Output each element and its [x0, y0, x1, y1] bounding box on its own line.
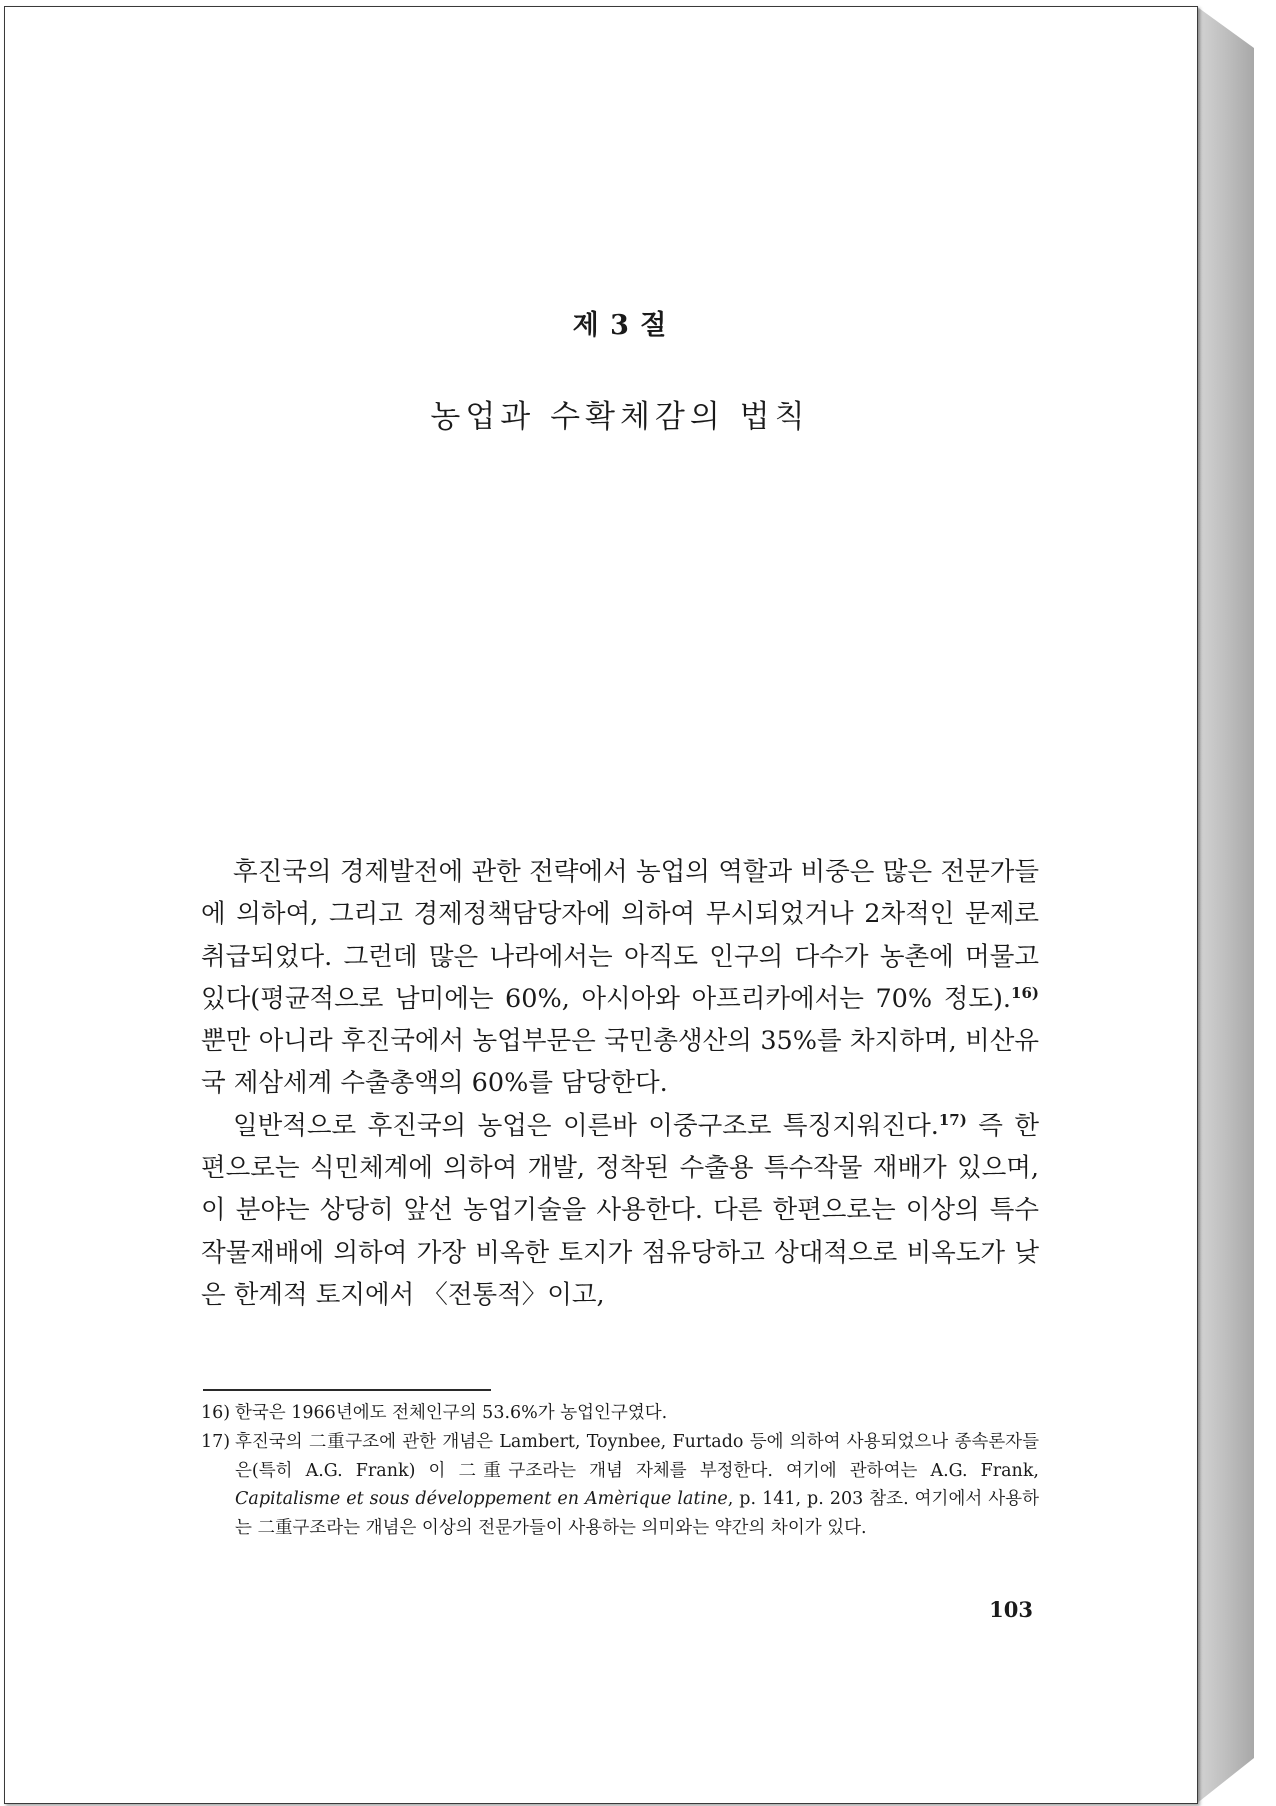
footnote-text: 후진국의 二重구조에 관한 개념은 Lambert, Toynbee, Furtado 등에 의하여 사용되었으나 종속론자들은(특히 A.G. Frank) 이 二重구조라는 개념 자체를 부정한다. 여기에 관하여는 A.G. Frank,: [235, 1431, 1039, 1481]
paragraph-text: 후진국의 경제발전에 관한 전략에서 농업의 역할과 비중은 많은 전문가들에 의하여, 그리고 경제정책담당자에 의하여 무시되었거나 2차적인 문제로 취급되었다. 그런데 많은 나라에서는 아직도 인구의 다수가 농촌에 머물고 있다(평균적으로 남미에는 60%, 아시아와 아프리카에서는 70% 정도).: [201, 857, 1039, 1014]
footnote: [201, 1428, 1039, 1543]
footnotes: [201, 1399, 1039, 1543]
footnote-divider: [203, 1389, 491, 1391]
footnote-reference[interactable]: 17): [938, 1110, 967, 1129]
chapter-title: 농업과 수확체감의 법칙: [430, 399, 810, 435]
book-side-edge: [1196, 6, 1254, 1804]
paragraph-text: 뿐만 아니라 후진국에서 농업부문은 국민총생산의 35%를 차지하며, 비산유국 제삼세계 수출총액의 60%를 담당한다.: [201, 1026, 1039, 1099]
footnote-number: 16): [201, 1403, 231, 1423]
footnote-text: , p. 141, p. 203 참조. 여기에서 사용하는 二重구조라는 개념은 이상의 전문가들이 사용하는 의미와는 약간의 차이가 있다.: [235, 1489, 1039, 1539]
footnote-number: 17): [201, 1431, 231, 1452]
page-number: 103: [989, 1597, 1033, 1622]
book-page: [4, 6, 1198, 1804]
paragraph-text: 즉 한편으로는 식민체계에 의하여 개발, 정착된 수출용 특수작물 재배가 있으며, 이 분야는 상당히 앞선 농업기술을 사용한다. 다른 한편으로는 이상의 특수작물재배에 의하여 가장 비옥한 토지가 점유당하고 상대적으로 비옥도가 낮은 한계적 토지에서 〈전통적〉이고,: [201, 1110, 1040, 1310]
paragraph: [201, 851, 1039, 1105]
body-text: [201, 851, 1039, 1316]
paragraph: [201, 1105, 1039, 1316]
page-content: [201, 7, 1039, 1803]
section-label: 제 3 절: [572, 310, 668, 341]
book-title-italic: Capitalisme et sous développement en Amèrique latine: [235, 1489, 728, 1510]
paragraph-text: 일반적으로 후진국의 농업은 이른바 이중구조로 특징지워진다.: [233, 1110, 939, 1141]
footnote: [201, 1399, 1039, 1428]
footnote-text: 한국은 1966년에도 전체인구의 53.6%가 농업인구였다.: [235, 1403, 668, 1423]
footnote-reference[interactable]: 16): [1011, 983, 1039, 1002]
